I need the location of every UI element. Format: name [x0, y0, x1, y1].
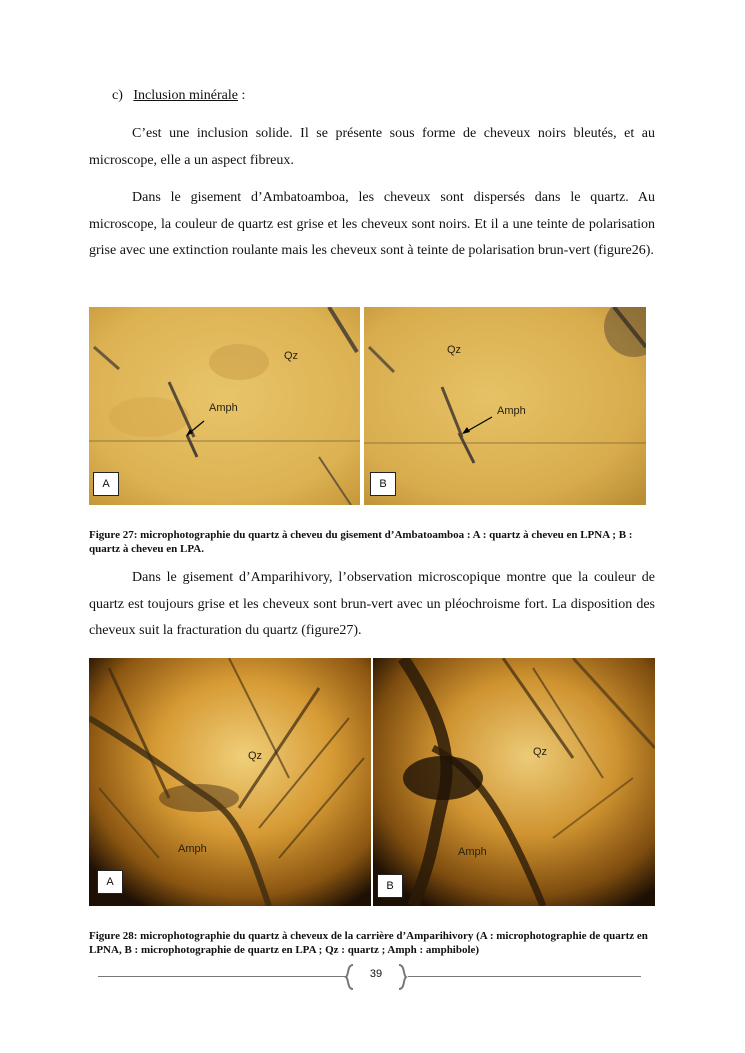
amph-label: Amph: [458, 846, 487, 858]
qz-label: Qz: [533, 746, 548, 758]
qz-label: Qz: [248, 750, 263, 762]
footer-rule-left: [98, 976, 346, 977]
figure28-caption: Figure 28: microphotographie du quartz à cheveux de la carrière d’Amparihivory (A : microphotographie de quartz en LPNA, B : microphotographie de quartz en LPA ; Qz : quartz ; Amph : amphibole): [89, 930, 648, 956]
page-number: 39: [369, 968, 383, 980]
paragraph-3: Dans le gisement d’Amparihivory, l’observation microscopique montre que la couleur de quartz est toujours grise et les cheveux sont brun-vert avec un pléochroisme fort. La disposition des cheveux suit la fracturation du quartz (figure27).: [89, 570, 655, 638]
section-heading: [112, 88, 245, 104]
paragraph-2: Dans le gisement d’Ambatoamboa, les cheveux sont dispersés dans le quartz. Au microscope, la couleur de quartz est grise et les cheveux sont noirs. Et il a une teinte de polarisation grise avec une extinction roulante mais les cheveux sont à teinte de polarisation brun-vert (figure26).: [89, 190, 655, 258]
qz-label: Qz: [284, 350, 299, 362]
figure27-panel-a: [89, 307, 360, 505]
panel-letter-b: B: [370, 472, 396, 496]
amph-label: Amph: [178, 843, 207, 855]
figure28-panel-b-image: [373, 658, 655, 906]
panel-letter-a: A: [97, 870, 123, 894]
panel-letter-a: A: [93, 472, 119, 496]
amph-label: Amph: [497, 405, 526, 417]
panel-letter-b: B: [377, 874, 403, 898]
figure28-panel-a: [89, 658, 371, 906]
qz-label: Qz: [447, 344, 462, 356]
figure27-caption: Figure 27: microphotographie du quartz à cheveu du gisement d’Ambatoamboa : A : quartz à cheveu en LPNA ; B : quartz à cheveu en LPA.: [89, 529, 633, 555]
footer-bracket-right: [396, 964, 408, 990]
section-suffix: :: [237, 88, 246, 103]
section-title: Inclusion minérale: [133, 88, 238, 103]
figure28-panel-b: [373, 658, 655, 906]
figure28-panel-a-image: [89, 658, 371, 906]
figure27-panel-b: [364, 307, 646, 505]
paragraph-1: C’est une inclusion solide. Il se présente sous forme de cheveux noirs bleutés, et au microscope, elle a un aspect fibreux.: [89, 126, 655, 168]
amph-label: Amph: [209, 402, 238, 414]
footer-rule-right: [408, 976, 641, 977]
section-marker: c): [112, 88, 123, 103]
